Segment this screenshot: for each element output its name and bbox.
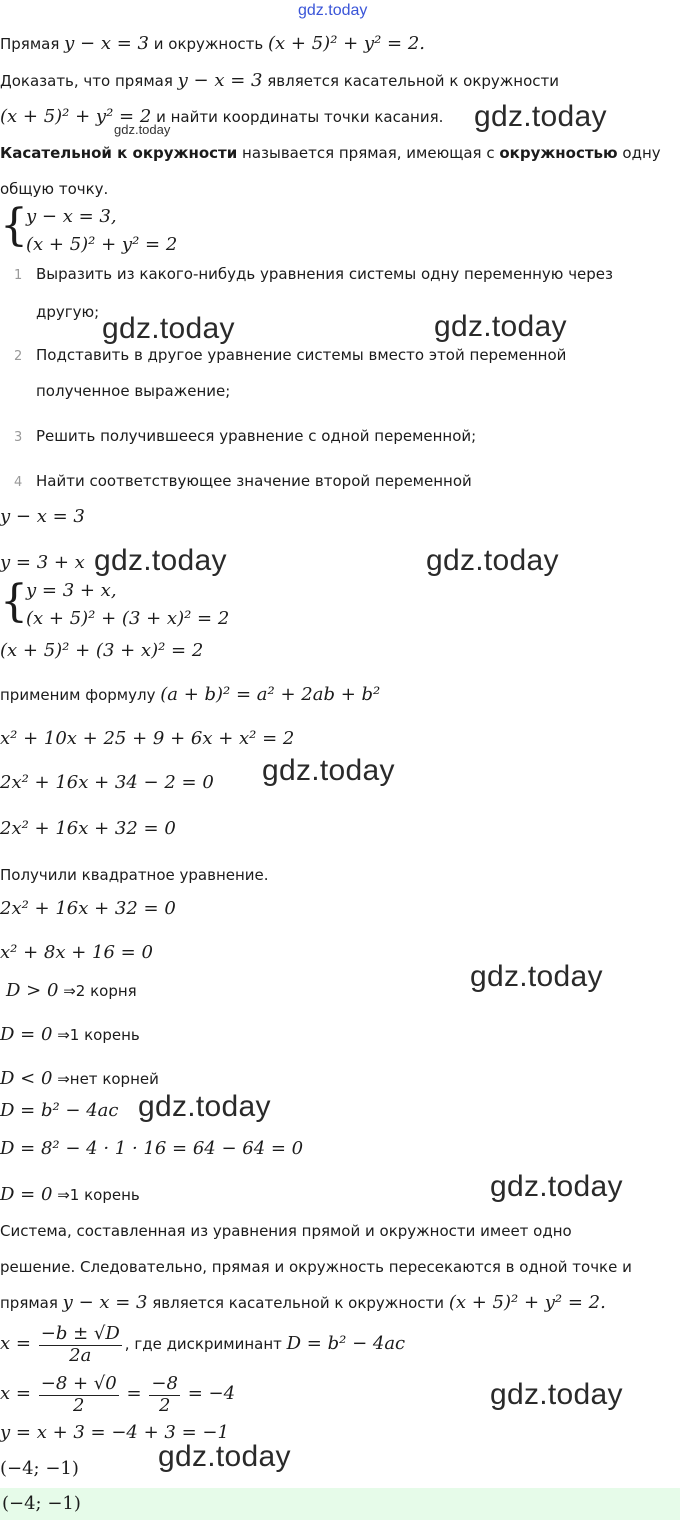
discriminant-result: D = 0 ⇒1 корень bbox=[0, 1184, 140, 1205]
discriminant-case: D > 0 ⇒2 корня bbox=[6, 980, 137, 1001]
watermark: gdz.today bbox=[158, 1440, 291, 1473]
equation: 2x² + 16x + 34 − 2 = 0 bbox=[0, 772, 214, 793]
discriminant-case: D < 0 ⇒нет корней bbox=[0, 1068, 159, 1089]
step-text: Выразить из какого-нибудь уравнения системы одну переменную через bbox=[36, 265, 614, 283]
task-line-2: (x + 5)² + y² = 2 и найти координаты точки касания. bbox=[0, 106, 444, 127]
definition-line-1: Касательной к окружности называется прямая, имеющая с окружностью одну bbox=[0, 144, 661, 162]
equation: y − x = 3 bbox=[0, 506, 85, 527]
step-number: 4 bbox=[14, 475, 23, 490]
root-calc: x = $\frac{-8 + √0}{2}$ = $\frac{-8}{2}$ = −4 bbox=[0, 1373, 236, 1416]
discriminant-case: D = 0 ⇒1 корень bbox=[0, 1024, 140, 1045]
system-eq: (x + 5)² + y² = 2 bbox=[26, 234, 178, 255]
step-number: 2 bbox=[14, 349, 23, 364]
equation: 2x² + 16x + 32 = 0 bbox=[0, 898, 176, 919]
equation: 2x² + 16x + 32 = 0 bbox=[0, 818, 176, 839]
step-text: Решить получившееся уравнение с одной переменной; bbox=[36, 427, 477, 445]
watermark: gdz.today bbox=[490, 1378, 623, 1411]
watermark: gdz.today bbox=[262, 754, 395, 787]
equation: D = b² − 4ac bbox=[0, 1100, 119, 1121]
fraction: $\frac{-8 + √0}{2}$ bbox=[40, 1373, 117, 1416]
conclusion-line: решение. Следовательно, прямая и окружность пересекаются в одной точке и bbox=[0, 1258, 632, 1276]
conclusion-line: прямая y − x = 3 является касательной к окружности (x + 5)² + y² = 2. bbox=[0, 1292, 606, 1313]
problem-title: Прямая y − x = 3 и окружность (x + 5)² + y² = 2. bbox=[0, 33, 426, 54]
watermark: gdz.today bbox=[138, 1090, 271, 1123]
equation: x² + 8x + 16 = 0 bbox=[0, 942, 153, 963]
point: (−4; −1) bbox=[0, 1458, 79, 1479]
equation: (x + 5)² + (3 + x)² = 2 bbox=[0, 640, 204, 661]
system-brace: { bbox=[0, 200, 28, 251]
watermark: gdz.today bbox=[490, 1170, 623, 1203]
equation: y = x + 3 = −4 + 3 = −1 bbox=[0, 1422, 229, 1443]
system-eq: (x + 5)² + (3 + x)² = 2 bbox=[26, 608, 230, 629]
fraction: $\frac{-8}{2}$ bbox=[151, 1373, 178, 1416]
watermark: gdz.today bbox=[434, 310, 567, 343]
task-line-1: Доказать, что прямая y − x = 3 является касательной к окружности bbox=[0, 70, 560, 91]
step-number: 3 bbox=[14, 430, 23, 445]
system-eq: y = 3 + x, bbox=[26, 580, 117, 601]
formula-line: применим формулу (a + b)² = a² + 2ab + b² bbox=[0, 684, 381, 705]
watermark: gdz.today bbox=[426, 544, 559, 577]
watermark: gdz.today bbox=[474, 100, 607, 133]
system-brace: { bbox=[0, 576, 28, 627]
watermark-top: gdz.today bbox=[298, 2, 368, 19]
watermark: gdz.today bbox=[470, 960, 603, 993]
answer-value: (−4; −1) bbox=[2, 1493, 81, 1514]
fraction: $\frac{-b \pm √D}{2a}$ bbox=[40, 1323, 120, 1366]
system-eq: y − x = 3, bbox=[26, 206, 117, 227]
equation: D = 8² − 4 · 1 · 16 = 64 − 64 = 0 bbox=[0, 1138, 304, 1159]
equation: x² + 10x + 25 + 9 + 6x + x² = 2 bbox=[0, 728, 295, 749]
step-number: 1 bbox=[14, 268, 23, 283]
watermark: gdz.today bbox=[102, 312, 235, 345]
watermark-small: gdz.today bbox=[114, 122, 171, 137]
step-text: Найти соответствующее значение второй переменной bbox=[36, 472, 472, 490]
text-line: Получили квадратное уравнение. bbox=[0, 866, 269, 884]
step-text: полученное выражение; bbox=[36, 382, 231, 400]
conclusion-line: Система, составленная из уравнения прямой и окружности имеет одно bbox=[0, 1222, 572, 1240]
watermark: gdz.today bbox=[94, 544, 227, 577]
step-text: другую; bbox=[36, 303, 100, 321]
root-formula: x = $\frac{-b \pm √D}{2a}$ , где дискриминант D = b² − 4ac bbox=[0, 1323, 406, 1366]
answer-box bbox=[0, 1488, 680, 1520]
equation: y = 3 + x bbox=[0, 552, 85, 573]
step-text: Подставить в другое уравнение системы вместо этой переменной bbox=[36, 346, 567, 364]
definition-line-2: общую точку. bbox=[0, 180, 109, 198]
